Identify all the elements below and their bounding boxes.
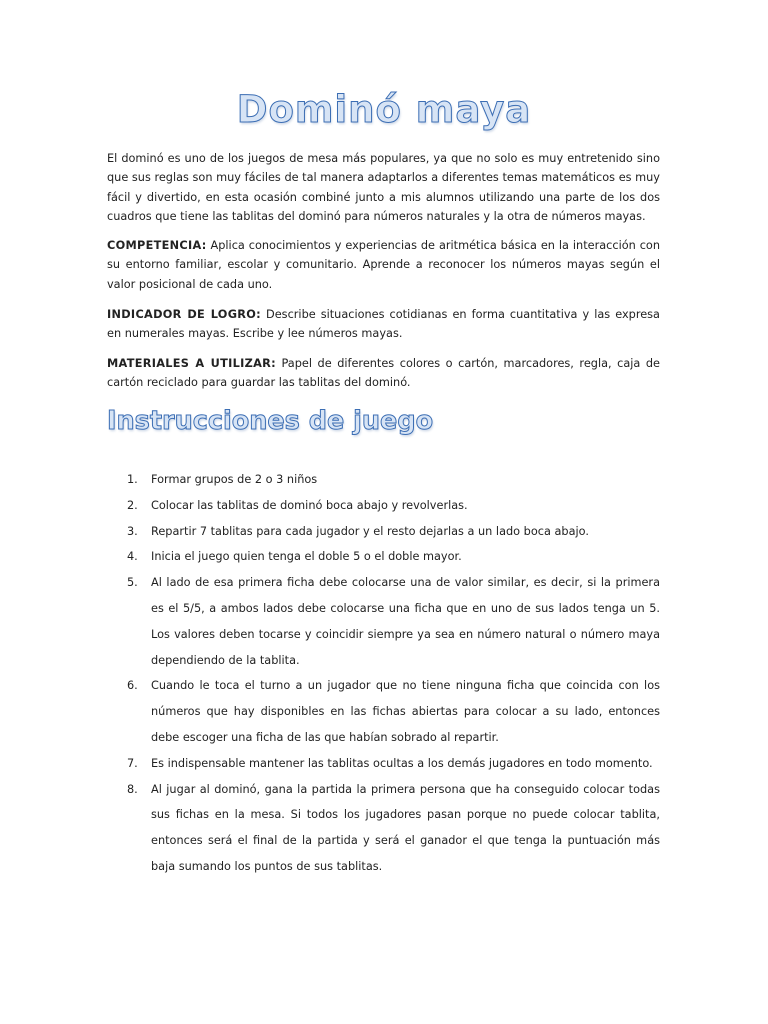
list-item xyxy=(107,570,660,673)
list-item-text: Al lado de esa primera ficha debe colocarse una de valor similar, es decir, si la primera es el 5/5, a ambos lados debe colocarse una ficha que en uno de sus lados tenga un 5. Los valores deben tocarse y coincidir siempre ya sea en número natural o número maya dependiendo de la tablita. xyxy=(151,576,660,667)
indicador-text: Describe situaciones cotidianas en forma cuantitativa y las expresa en numerales mayas. Escribe y lee números mayas. xyxy=(107,308,660,341)
materiales-label: MATERIALES A UTILIZAR: xyxy=(107,357,276,370)
indicador-label: INDICADOR DE LOGRO: xyxy=(107,308,261,321)
list-item xyxy=(107,673,660,750)
competencia-paragraph xyxy=(107,236,660,294)
indicador-paragraph xyxy=(107,305,660,344)
list-item-text: Repartir 7 tablitas para cada jugador y el resto dejarlas a un lado boca abajo. xyxy=(151,524,589,538)
list-item xyxy=(107,519,660,545)
instructions-heading: Instrucciones de juego xyxy=(107,406,434,436)
list-item xyxy=(107,544,660,570)
materiales-text: Papel de diferentes colores o cartón, marcadores, regla, caja de cartón reciclado para guardar las tablitas del dominó. xyxy=(107,357,660,390)
list-item-text: Formar grupos de 2 o 3 niños xyxy=(151,473,318,486)
list-item-text: Es indispensable mantener las tablitas ocultas a los demás jugadores en todo momento. xyxy=(151,756,653,770)
instructions-list xyxy=(107,467,660,880)
list-item-number: 1. xyxy=(127,473,138,486)
materiales-paragraph xyxy=(107,354,660,393)
list-item-text: Al jugar al dominó, gana la partida la primera persona que ha conseguido colocar todas sus fichas en la mesa. Si todos los jugadores pasan porque no puede colocar tablita, entonces será el final de la partida y será el ganador el que tenga la puntuación más baja sumando los puntos de sus tablitas. xyxy=(151,782,660,873)
list-item-number: 5. xyxy=(127,576,138,590)
list-item xyxy=(107,777,660,880)
list-item xyxy=(107,493,660,519)
list-item-text: Inicia el juego quien tenga el doble 5 o el doble mayor. xyxy=(151,550,462,564)
intro-paragraph: El dominó es uno de los juegos de mesa más populares, ya que no solo es muy entretenido sino que sus reglas son muy fáciles de tal manera adaptarlos a diferentes temas matemáticos es muy fácil y divertido, en esta ocasión combiné junto a mis alumnos utilizando una parte de los dos cuadros que tiene las tablitas del dominó para números naturales y la otra de números mayas. xyxy=(107,152,660,223)
competencia-text: Aplica conocimientos y experiencias de aritmética básica en la interacción con su entorno familiar, escolar y comunitario. Aprende a reconocer los números mayas según el valor posicional de cada uno. xyxy=(107,239,660,291)
list-item-number: 8. xyxy=(127,782,138,796)
competencia-label: COMPETENCIA: xyxy=(107,239,207,252)
list-item xyxy=(107,751,660,777)
list-item-number: 6. xyxy=(127,679,138,693)
document-title: Dominó maya xyxy=(236,88,532,131)
list-item-number: 7. xyxy=(127,756,138,770)
list-item-text: Colocar las tablitas de dominó boca abajo y revolverlas. xyxy=(151,498,468,512)
list-item-number: 2. xyxy=(127,498,138,512)
list-item-number: 4. xyxy=(127,550,138,564)
list-item-number: 3. xyxy=(127,524,138,538)
list-item xyxy=(107,467,660,493)
list-item-text: Cuando le toca el turno a un jugador que no tiene ninguna ficha que coincida con los números que hay disponibles en las fichas abiertas para colocar a su lado, entonces debe escoger una ficha de las que habían sobrado al repartir. xyxy=(151,679,660,744)
